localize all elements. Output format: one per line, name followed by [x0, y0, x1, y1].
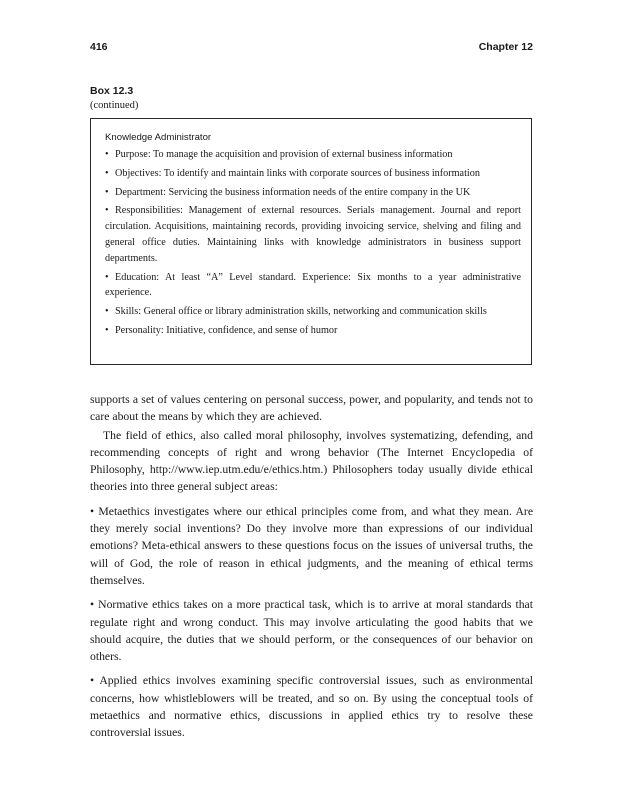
bullet-icon: •: [105, 167, 109, 179]
page-header: [90, 41, 533, 57]
bullet-icon: •: [105, 205, 109, 217]
bullet-icon: •: [105, 271, 109, 283]
paragraph: supports a set of values centering on personal success, power, and popularity, and tends not to care about the means by which they are achieved.: [90, 393, 533, 424]
box-item-department: • Department: Servicing the business information needs of the entire company in the UK: [105, 185, 521, 201]
bullet-icon: •: [105, 186, 109, 198]
box-continued-label: (continued): [90, 100, 139, 111]
box-title: Box 12.3: [90, 85, 134, 97]
paragraph: The field of ethics, also called moral philosophy, involves systematizing, defending, and recommending concepts of right and wrong behavior (The Internet Encyclopedia of Philosophy, http://www.iep.utm.edu/e/ethics.htm.) Philosophers today usually divide ethical theories into three general subject areas:: [90, 428, 533, 494]
chapter-label: Chapter 12: [478, 41, 533, 53]
bullet-icon: •: [105, 149, 109, 160]
box-item-education: • Education: At least “A” Level standard. Experience: Six months to a year administrative experience.: [105, 271, 521, 299]
box-item-personality: • Personality: Initiative, confidence, and sense of humor: [105, 323, 521, 339]
bullet-icon: •: [90, 674, 95, 688]
list-item-normative-ethics: • Normative ethics takes on a more practical task, which is to arrive at moral standards that regulate right and wrong conduct. This may involve articulating the good habits that we should acquire, the duties that we should perform, or the consequences of our behavior on others.: [90, 598, 533, 664]
box-item-responsibilities: • Responsibilities: Management of external resources. Serials management. Journal and report circulation. Acquisitions, maintaining records, providing invoicing service, shelving and filing and general office duties. Maintaining links with knowledge administrators in business support departments.: [105, 205, 521, 264]
bullet-icon: •: [105, 324, 109, 336]
box-heading: Knowledge Administrator: [105, 132, 212, 143]
page-number: 416: [90, 41, 108, 53]
bullet-icon: •: [105, 306, 109, 318]
body-text: [90, 391, 533, 742]
box-item-objectives: • Objectives: To identify and maintain links with corporate sources of business information: [105, 166, 521, 182]
bullet-icon: •: [90, 598, 95, 612]
list-item-metaethics: • Metaethics investigates where our ethical principles come from, and what they mean. Are they merely social inventions? Do they involve more than expressions of our individual emotions? Meta-ethical answers to these questions focus on the issues of universal truths, the will of God, the role of reason in ethical judgments, and the meaning of ethical terms themselves.: [90, 504, 534, 587]
job-description-box: [90, 118, 532, 365]
list-item-applied-ethics: • Applied ethics involves examining specific controversial issues, such as environmental concerns, how whistleblowers will be treated, and so on. By using the conceptual tools of metaethics and normative ethics, discussions in applied ethics try to resolve these controversial issues.: [90, 674, 534, 740]
bullet-icon: •: [90, 504, 95, 518]
box-item-purpose: • Purpose: To manage the acquisition and provision of external business information: [105, 147, 521, 163]
box-item-skills: • Skills: General office or library administration skills, networking and communication skills: [105, 304, 521, 320]
